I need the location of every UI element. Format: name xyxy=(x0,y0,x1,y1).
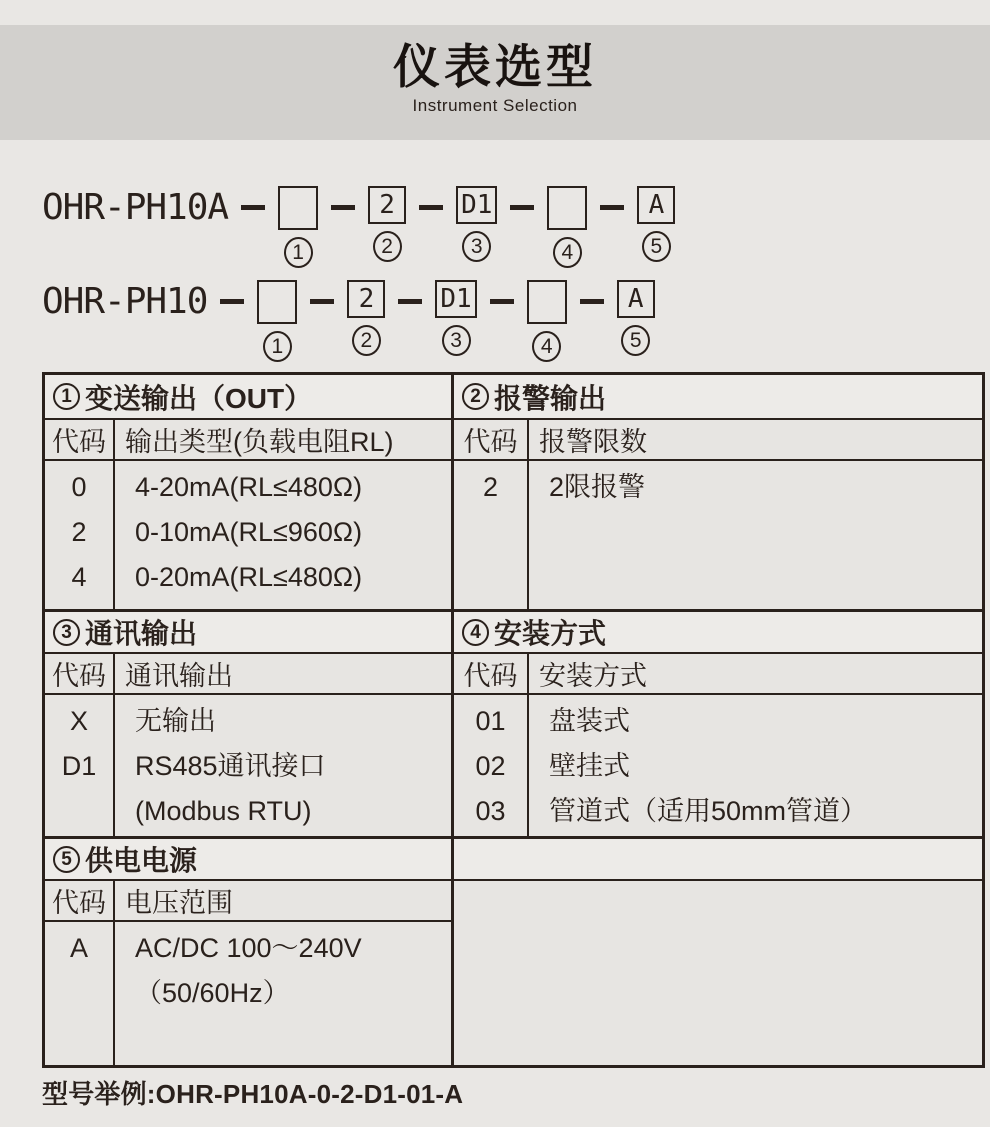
code-segment-1 xyxy=(278,186,318,268)
table-cell: （50/60Hz） xyxy=(135,978,290,1008)
page-title: 仪表选型 xyxy=(393,40,597,93)
model-diagram-ohr-ph10 xyxy=(42,280,985,362)
circle-number-3: 3 xyxy=(462,231,491,262)
table-cell: 2 xyxy=(71,517,87,547)
table-cell: 4-20mA(RL≤480Ω) xyxy=(135,472,363,502)
code-segment-4 xyxy=(527,280,567,362)
code-segment-3 xyxy=(435,280,476,356)
column-header-row-1 xyxy=(45,420,982,461)
model-diagram-ohr-ph10a xyxy=(42,186,985,268)
table-cell: (Modbus RTU) xyxy=(135,796,312,826)
section5-title: 供电电源 xyxy=(85,845,198,876)
circled-4-icon: 4 xyxy=(462,619,489,646)
circle-number-1: 1 xyxy=(284,237,313,268)
section2-header xyxy=(451,375,982,418)
circle-number-5: 5 xyxy=(621,325,650,356)
model-prefix: OHR-PH10A xyxy=(42,187,229,228)
code-segment-2 xyxy=(368,186,406,262)
circle-number-2: 2 xyxy=(373,231,402,262)
dash-separator xyxy=(398,299,422,304)
dash-separator xyxy=(241,205,265,210)
s1-col-desc: 输出类型(负载电阻RL) xyxy=(125,427,394,457)
s2-col-desc: 报警限数 xyxy=(539,427,647,457)
table-cell: D1 xyxy=(61,751,97,781)
data-row-1 xyxy=(45,461,982,609)
table-cell: 0 xyxy=(71,472,87,502)
circled-3-icon: 3 xyxy=(53,619,80,646)
table-cell: 02 xyxy=(475,751,506,781)
circle-number-4: 4 xyxy=(553,237,582,268)
s3-descs xyxy=(115,695,451,836)
section1-header xyxy=(45,375,451,418)
dash-separator xyxy=(419,205,443,210)
circled-1-icon: 1 xyxy=(53,383,80,410)
bottom-block xyxy=(45,881,982,1065)
s5-codes xyxy=(45,922,115,1065)
s3-col-desc: 通讯输出 xyxy=(125,661,233,691)
table-cell: 03 xyxy=(475,796,506,826)
code-box-1 xyxy=(257,280,297,324)
section4-title: 安装方式 xyxy=(494,618,607,649)
dash-separator xyxy=(490,299,514,304)
table-cell: A xyxy=(69,933,88,963)
page-subtitle: Instrument Selection xyxy=(412,96,578,115)
section4-header xyxy=(451,612,982,652)
model-example-label: 型号举例: xyxy=(42,1079,156,1109)
dash-separator xyxy=(600,205,624,210)
section3-header xyxy=(45,612,451,652)
table-cell xyxy=(45,789,113,834)
code-box-2: 2 xyxy=(347,280,385,318)
table-cell: X xyxy=(69,706,88,736)
circle-number-5: 5 xyxy=(642,231,671,262)
s5-col-code: 代码 xyxy=(45,881,115,922)
code-box-4 xyxy=(527,280,567,324)
s3-codes xyxy=(45,695,115,836)
dash-separator xyxy=(310,299,334,304)
dash-separator xyxy=(580,299,604,304)
circled-5-icon: 5 xyxy=(53,846,80,873)
dash-separator xyxy=(220,299,244,304)
section5-header-right-empty xyxy=(451,839,982,879)
code-box-2: 2 xyxy=(368,186,406,224)
table-cell: 无输出 xyxy=(135,706,216,736)
table-cell: 01 xyxy=(475,706,506,736)
title-band xyxy=(0,25,990,140)
model-example-value: OHR-PH10A-0-2-D1-01-A xyxy=(155,1079,464,1109)
table-cell: 盘装式 xyxy=(549,706,630,736)
s5-descs xyxy=(115,922,451,1065)
table-cell: AC/DC 100～240V xyxy=(135,933,362,963)
code-box-1 xyxy=(278,186,318,230)
model-example xyxy=(42,1074,985,1111)
dash-separator xyxy=(331,205,355,210)
code-box-4 xyxy=(547,186,587,230)
circle-number-2: 2 xyxy=(352,325,381,356)
selection-table xyxy=(42,372,985,1068)
table-cell: 4 xyxy=(71,562,87,592)
s1-codes xyxy=(45,461,115,609)
code-box-3: D1 xyxy=(456,186,497,224)
data-row-2 xyxy=(45,695,982,836)
code-segment-4 xyxy=(547,186,587,268)
model-prefix: OHR-PH10 xyxy=(42,281,208,322)
s4-descs xyxy=(529,695,982,836)
table-cell: 0-10mA(RL≤960Ω) xyxy=(135,517,363,547)
s3-col-code: 代码 xyxy=(45,654,115,693)
section-header-row-3 xyxy=(45,836,982,881)
s4-codes xyxy=(451,695,529,836)
table-cell: 2限报警 xyxy=(549,472,646,502)
dash-separator xyxy=(510,205,534,210)
column-header-row-2 xyxy=(45,654,982,695)
code-box-5: A xyxy=(617,280,655,318)
section1-title: 变送输出（OUT） xyxy=(85,382,313,414)
s4-col-desc: 安装方式 xyxy=(539,661,647,691)
table-cell xyxy=(45,971,113,1016)
section-header-row-1 xyxy=(45,375,982,420)
content xyxy=(0,186,990,1111)
code-segment-1 xyxy=(257,280,297,362)
empty-cell xyxy=(451,881,982,1065)
s2-codes xyxy=(451,461,529,609)
table-cell: 0-20mA(RL≤480Ω) xyxy=(135,562,363,592)
code-segment-5 xyxy=(637,186,675,262)
table-cell: 2 xyxy=(482,472,499,502)
s2-col-code: 代码 xyxy=(451,420,529,459)
section3-title: 通讯输出 xyxy=(85,618,198,649)
code-segment-5 xyxy=(617,280,655,356)
section2-title: 报警输出 xyxy=(494,382,607,414)
circle-number-3: 3 xyxy=(442,325,471,356)
table-cell: RS485通讯接口 xyxy=(135,751,326,781)
section-header-row-2 xyxy=(45,609,982,654)
circle-number-4: 4 xyxy=(532,331,561,362)
s1-descs xyxy=(115,461,451,609)
table-cell: 管道式（适用50mm管道） xyxy=(549,796,868,826)
circle-number-1: 1 xyxy=(263,331,292,362)
code-segment-3 xyxy=(456,186,497,262)
s2-descs xyxy=(529,461,982,609)
table-cell: 壁挂式 xyxy=(549,751,630,781)
s5-col-desc: 电压范围 xyxy=(115,881,451,922)
s4-col-code: 代码 xyxy=(451,654,529,693)
code-box-3: D1 xyxy=(435,280,476,318)
code-box-5: A xyxy=(637,186,675,224)
code-segment-2 xyxy=(347,280,385,356)
circled-2-icon: 2 xyxy=(462,383,489,410)
s1-col-code: 代码 xyxy=(45,420,115,459)
section5-header xyxy=(45,839,451,879)
